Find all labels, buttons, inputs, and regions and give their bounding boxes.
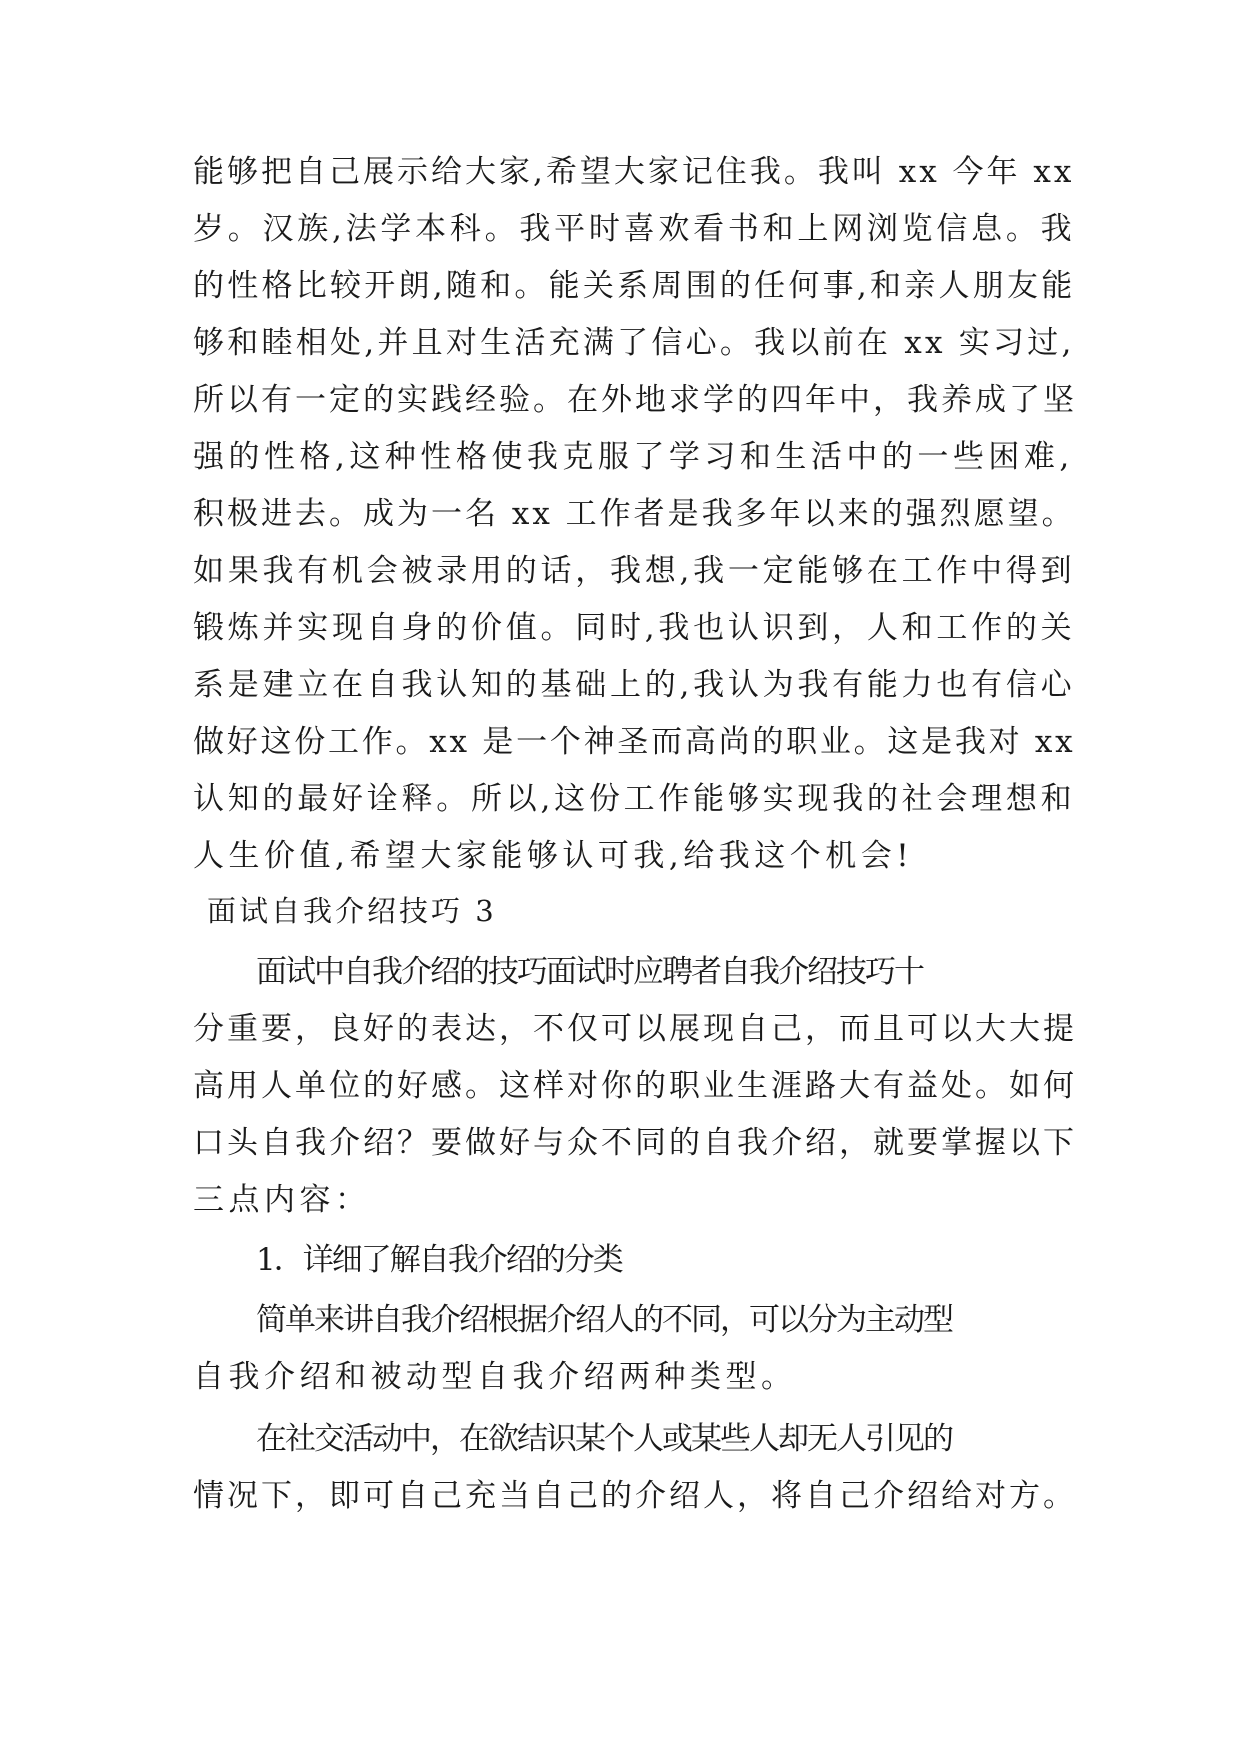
text-line: 积极进去。成为一名 xx 工作者是我多年以来的强烈愿望。: [193, 496, 1076, 532]
text-line: 系是建立在自我认知的基础上的,我认为我有能力也有信心: [193, 667, 1076, 703]
text-line: 能够把自己展示给大家,希望大家记住我。我叫 xx 今年 xx: [193, 154, 1075, 190]
text-line: 面试中自我介绍的技巧面试时应聘者自我介绍技巧十: [256, 954, 923, 990]
text-line: 认知的最好诠释。所以,这份工作能够实现我的社会理想和: [193, 781, 1076, 817]
text-line: 所以有一定的实践经验。在外地求学的四年中，我养成了坚: [193, 382, 1077, 418]
text-line: 锻炼并实现自身的价值。同时,我也认识到，人和工作的关: [193, 610, 1076, 646]
section-heading: 面试自我介绍技巧 3: [207, 894, 497, 928]
text-line: 高用人单位的好感。这样对你的职业生涯路大有益处。如何: [193, 1068, 1077, 1104]
text-line: 强的性格,这种性格使我克服了学习和生活中的一些困难,: [193, 439, 1074, 475]
text-line: 在社交活动中，在欲结识某个人或某些人却无人引见的: [256, 1421, 952, 1457]
text-line: 口头自我介绍？要做好与众不同的自我介绍，就要掌握以下: [193, 1125, 1077, 1161]
text-line: 三点内容：: [193, 1182, 371, 1218]
text-line: 人生价值,希望大家能够认可我,给我这个机会!: [193, 838, 914, 874]
text-line: 做好这份工作。xx 是一个神圣而高尚的职业。这是我对 xx: [193, 724, 1076, 760]
text-line: 够和睦相处,并且对生活充满了信心。我以前在 xx 实习过,: [193, 325, 1075, 361]
text-line: 简单来讲自我介绍根据介绍人的不同，可以分为主动型: [256, 1302, 952, 1338]
text-line: 情况下，即可自己充当自己的介绍人，将自己介绍给对方。: [193, 1478, 1077, 1514]
text-line: 自我介绍和被动型自我介绍两种类型。: [193, 1359, 797, 1395]
text-line: 如果我有机会被录用的话，我想,我一定能够在工作中得到: [193, 553, 1076, 589]
list-item: 1．详细了解自我介绍的分类: [256, 1242, 622, 1278]
text-line: 分重要，良好的表达，不仅可以展现自己，而且可以大大提: [193, 1011, 1077, 1047]
text-line: 的性格比较开朗,随和。能关系周围的任何事,和亲人朋友能: [193, 268, 1076, 304]
text-line: 岁。汉族,法学本科。我平时喜欢看书和上网浏览信息。我: [193, 211, 1076, 247]
